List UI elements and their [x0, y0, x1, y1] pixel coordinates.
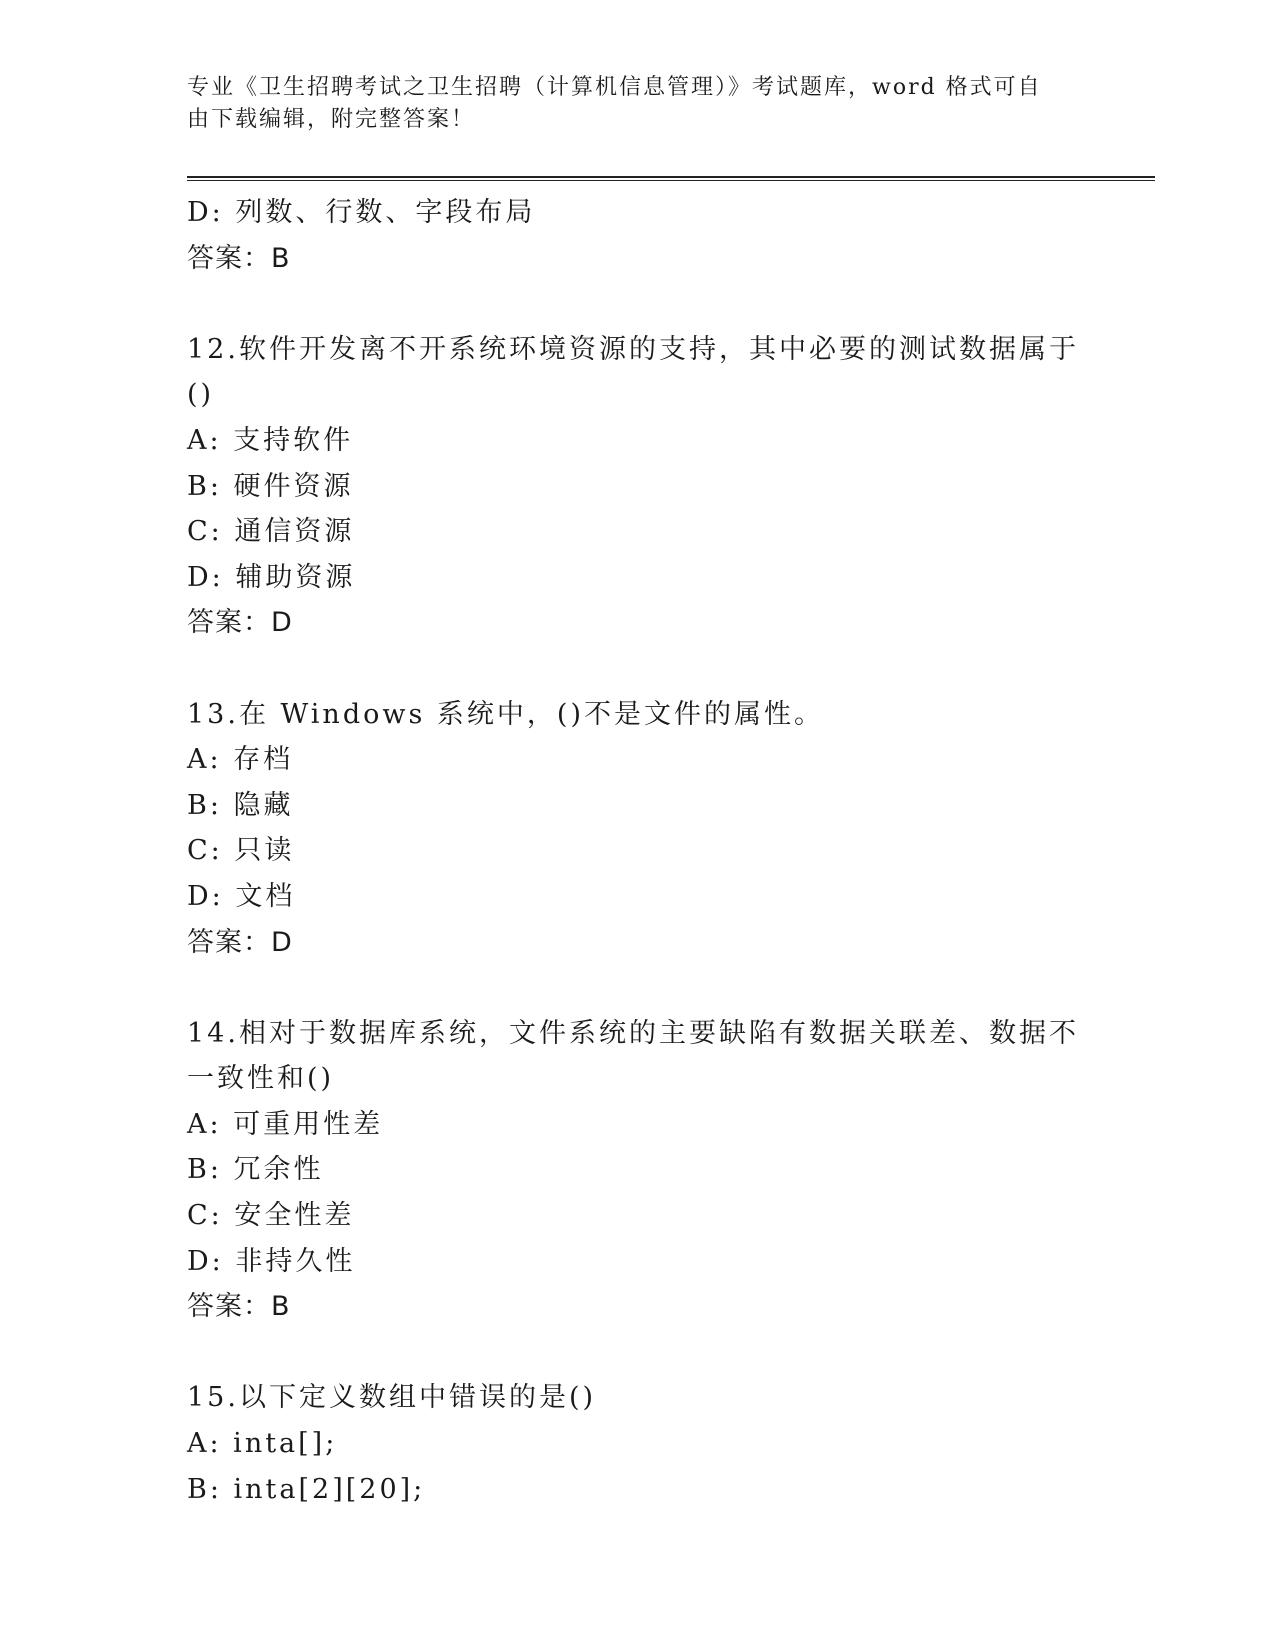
header-divider: [187, 176, 1155, 181]
option-d: D: 辅助资源: [187, 561, 356, 593]
option-a: A: 存档: [187, 744, 294, 776]
answer-line: 答案：D: [187, 926, 293, 958]
document-header: [187, 72, 1067, 136]
option-b: B: 冗余性: [187, 1154, 324, 1186]
answer-line: 答案：B: [187, 1291, 291, 1323]
option-b: B: inta[2][20];: [187, 1473, 426, 1505]
option-b: B: 隐藏: [187, 789, 294, 821]
option-c: C: 只读: [187, 835, 295, 867]
question-text: 15.以下定义数组中错误的是(): [187, 1382, 597, 1414]
option-d: D: 文档: [187, 880, 296, 912]
header-line-2: 由下载编辑，附完整答案！: [187, 107, 476, 132]
option-d: D: 非持久性: [187, 1245, 356, 1277]
question-list: [187, 190, 1087, 1512]
question-text: 13.在 Windows 系统中，()不是文件的属性。: [187, 698, 824, 730]
answer-line: 答案：D: [187, 607, 293, 639]
option-a: A: 可重用性差: [187, 1108, 384, 1140]
option-d: D: 列数、行数、字段布局: [187, 197, 536, 228]
option-c: C: 通信资源: [187, 516, 355, 548]
question-text: 12.软件开发离不开系统环境资源的支持，其中必要的测试数据属于(): [187, 333, 1079, 411]
answer-line: 答案：B: [187, 242, 291, 274]
option-b: B: 硬件资源: [187, 470, 354, 502]
header-line-1: 专业《卫生招聘考试之卫生招聘（计算机信息管理）》考试题库，word 格式可自: [187, 75, 1042, 100]
option-c: C: 安全性差: [187, 1200, 355, 1232]
question-text: 14.相对于数据库系统，文件系统的主要缺陷有数据关联差、数据不一致性和(): [187, 1017, 1079, 1095]
option-a: A: 支持软件: [187, 424, 354, 456]
option-a: A: inta[];: [187, 1428, 338, 1460]
